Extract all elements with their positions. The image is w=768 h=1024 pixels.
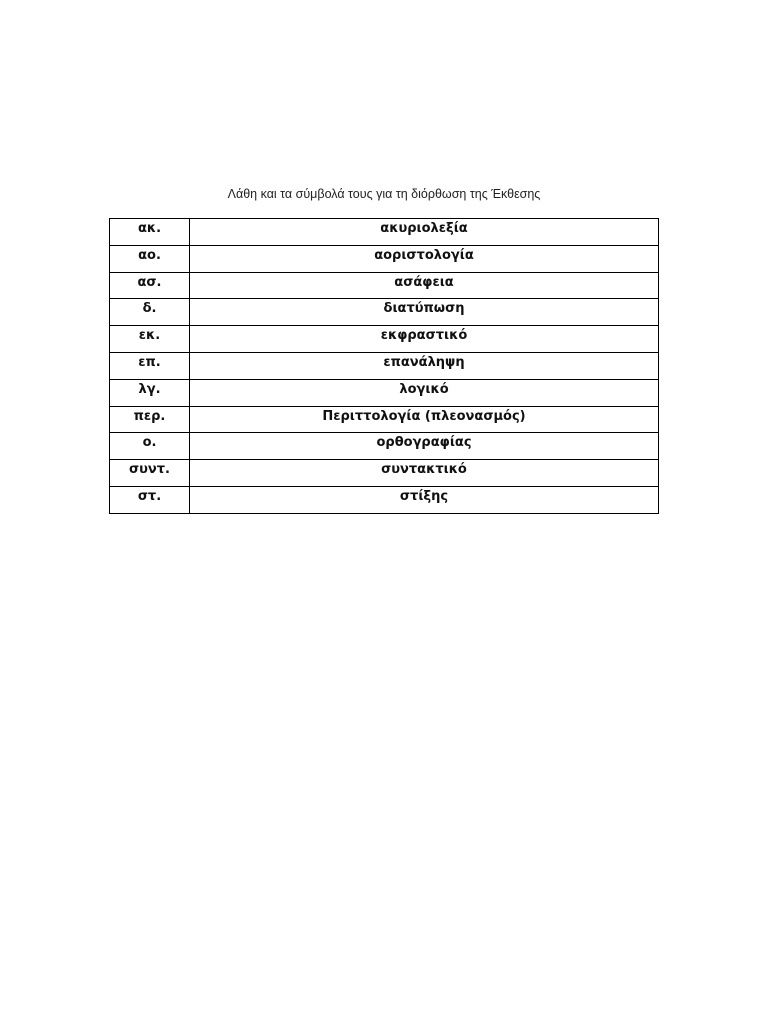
- abbreviation-cell: συντ.: [110, 460, 190, 487]
- abbreviation-cell: περ.: [110, 406, 190, 433]
- meaning-cell: Περιττολογία (πλεονασμός): [190, 406, 659, 433]
- abbreviation-cell: δ.: [110, 299, 190, 326]
- meaning-cell: συντακτικό: [190, 460, 659, 487]
- abbreviation-cell: στ.: [110, 486, 190, 513]
- table-body: [110, 219, 659, 514]
- table-row: [110, 486, 659, 513]
- meaning-cell: διατύπωση: [190, 299, 659, 326]
- meaning-cell: ασάφεια: [190, 272, 659, 299]
- meaning-cell: ακυριολεξία: [190, 219, 659, 246]
- abbreviation-cell: επ.: [110, 352, 190, 379]
- error-symbols-table: [109, 218, 659, 514]
- abbreviation-cell: ασ.: [110, 272, 190, 299]
- table-row: [110, 379, 659, 406]
- table-row: [110, 219, 659, 246]
- table-row: [110, 299, 659, 326]
- table-row: [110, 406, 659, 433]
- document-title: Λάθη και τα σύμβολά τους για τη διόρθωση της Έκθεσης: [227, 187, 541, 201]
- table-row: [110, 352, 659, 379]
- table-row: [110, 272, 659, 299]
- meaning-cell: αοριστολογία: [190, 245, 659, 272]
- meaning-cell: επανάληψη: [190, 352, 659, 379]
- meaning-cell: εκφραστικό: [190, 326, 659, 353]
- table-row: [110, 326, 659, 353]
- abbreviation-cell: λγ.: [110, 379, 190, 406]
- abbreviation-cell: ακ.: [110, 219, 190, 246]
- table-row: [110, 433, 659, 460]
- abbreviation-cell: ο.: [110, 433, 190, 460]
- abbreviation-cell: αο.: [110, 245, 190, 272]
- meaning-cell: ορθογραφίας: [190, 433, 659, 460]
- table-row: [110, 460, 659, 487]
- meaning-cell: στίξης: [190, 486, 659, 513]
- table-row: [110, 245, 659, 272]
- meaning-cell: λογικό: [190, 379, 659, 406]
- abbreviation-cell: εκ.: [110, 326, 190, 353]
